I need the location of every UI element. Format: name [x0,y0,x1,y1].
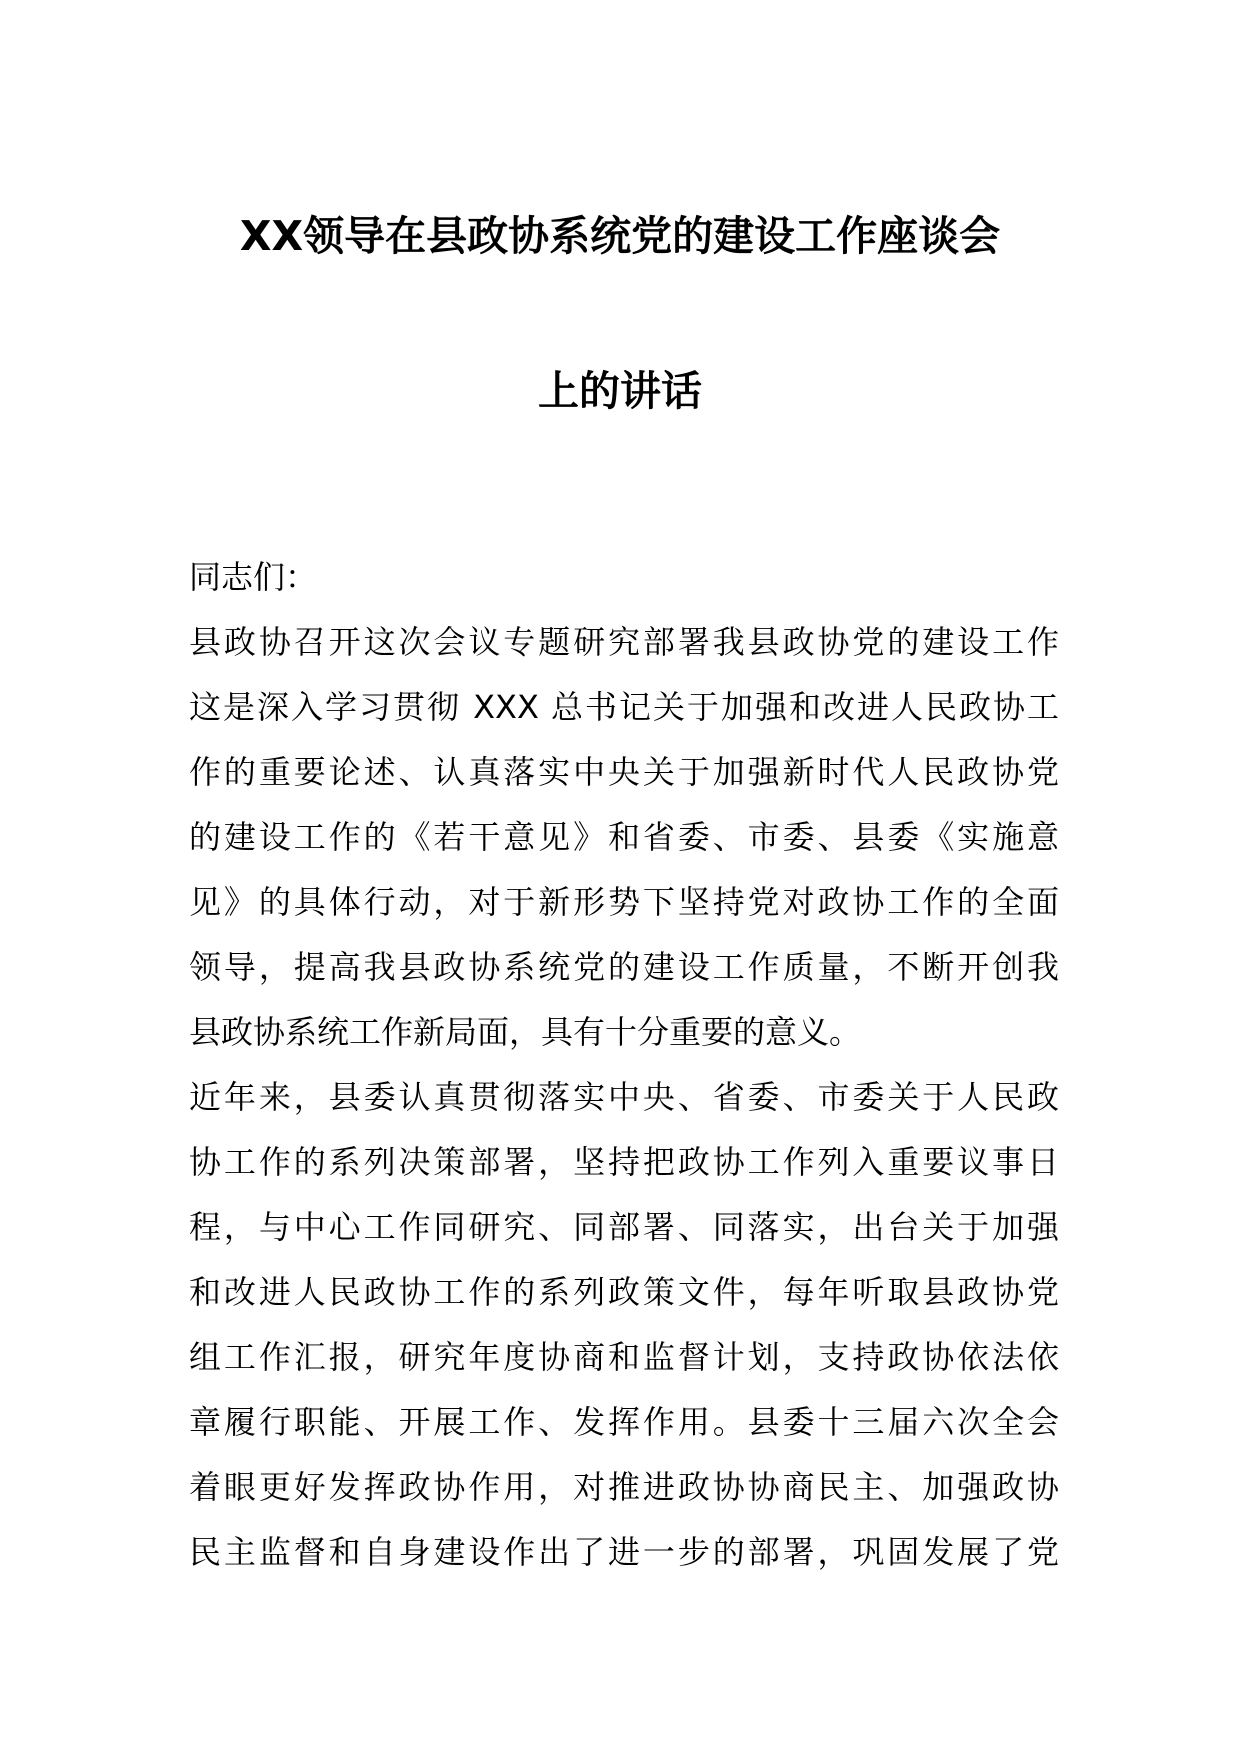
paragraph-line: 协工作的系列决策部署，坚持把政协工作列入重要议事日 [189,1143,1059,1181]
paragraph-line: 县政协系统工作新局面，具有十分重要的意义。 [189,1013,862,1051]
paragraph-line: 作的重要论述、认真落实中央关于加强新时代人民政协党 [189,753,1059,791]
paragraph-line: 章履行职能、开展工作、发挥作用。县委十三届六次全会 [189,1403,1059,1441]
document-title-line-1: XX领导在县政协系统党的建设工作座谈会 [239,212,1001,260]
paragraph-line: 组工作汇报，研究年度协商和监督计划，支持政协依法依 [189,1338,1059,1376]
document-title-line-2: 上的讲话 [538,367,702,415]
paragraph-line: 着眼更好发挥政协作用，对推进政协协商民主、加强政协 [189,1468,1059,1506]
paragraph-line: 程，与中心工作同研究、同部署、同落实，出台关于加强 [189,1208,1059,1246]
paragraph-line: 见》的具体行动，对于新形势下坚持党对政协工作的全面 [189,883,1059,921]
paragraph-line: 和改进人民政协工作的系列政策文件，每年听取县政协党 [189,1273,1059,1311]
paragraph-line: 的建设工作的《若干意见》和省委、市委、县委《实施意 [189,818,1059,856]
salutation: 同志们： [189,558,318,596]
document-body [189,545,1059,1585]
paragraph-line: 民主监督和自身建设作出了进一步的部署，巩固发展了党 [189,1533,1059,1571]
paragraph-line: 近年来，县委认真贯彻落实中央、省委、市委关于人民政 [189,1078,1059,1116]
paragraph-line: 县政协召开这次会议专题研究部署我县政协党的建设工作 [189,623,1059,661]
paragraph-line: 领导，提高我县政协系统党的建设工作质量，不断开创我 [189,948,1059,986]
paragraph-line: 这是深入学习贯彻 XXX 总书记关于加强和改进人民政协工 [189,688,1059,726]
